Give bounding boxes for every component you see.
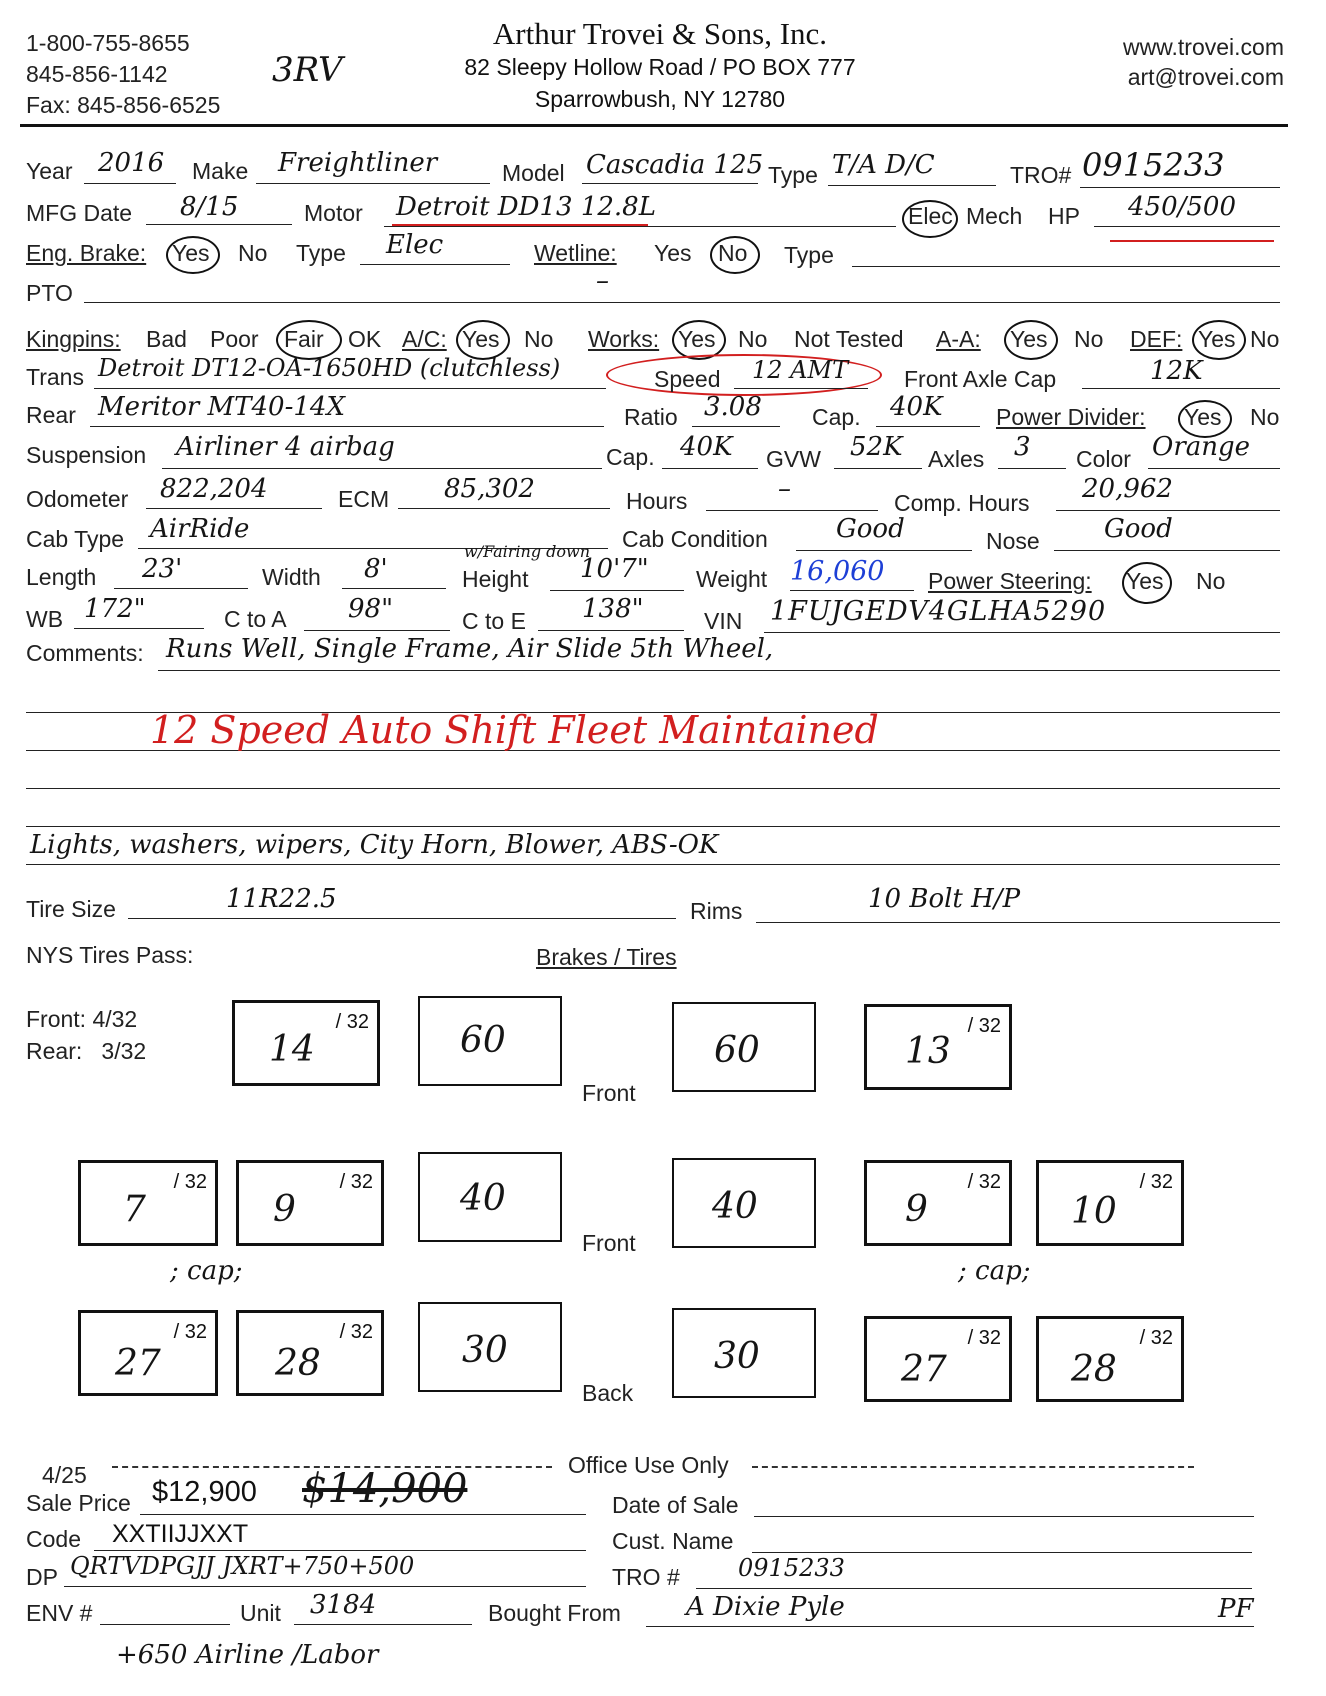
weight-value: 16,060 [790,556,885,587]
back-left-inner-tire-value: 28 [275,1343,321,1384]
cab-type-value: AirRide [150,514,250,544]
power-steering-no: No [1196,568,1226,594]
dp-label: DP [26,1564,58,1590]
back-right-inner-tire-value: 27 [901,1349,947,1390]
brakes-tires-label: Brakes / Tires [536,944,677,970]
mid-axle-label: Front [582,1230,636,1256]
height-note: w/Fairing down [464,542,591,561]
email: art@trovei.com [1127,64,1284,90]
pto-value: – [596,266,609,296]
wetline-no: No [718,240,748,266]
year-value: 2016 [98,148,165,178]
works-not-tested: Not Tested [794,326,904,352]
type-label: Type [768,162,818,188]
height-label: Height [462,566,529,592]
ac-no: No [524,326,554,352]
env-label: ENV # [26,1600,93,1626]
office-dash-right [752,1466,1194,1468]
back-left-inner-tire-unit: / 32 [339,1321,373,1343]
ratio-label: Ratio [624,404,678,430]
mid-right-outer-tire-box [1036,1160,1184,1246]
back-left-brake-box [418,1302,562,1392]
mid-right-brake-box [672,1158,816,1248]
mfg-date-label: MFG Date [26,200,133,226]
front-left-brake-box [418,996,562,1086]
bought-from-label: Bought From [488,1600,621,1626]
hours-label: Hours [626,488,688,514]
gvw-value: 52K [850,432,903,462]
length-value: 23' [142,554,183,584]
back-right-outer-tire-box [1036,1316,1184,1402]
rear-cap-value: 40K [890,392,943,422]
mid-right-inner-tire-box [864,1160,1012,1246]
trans-value: Detroit DT12-OA-1650HD (clutchless) [98,354,561,382]
front-left-brake-value: 60 [460,1020,506,1061]
website: www.trovei.com [1122,34,1284,60]
rear-cap-label: Cap. [812,404,861,430]
length-label: Length [26,564,97,590]
rims-label: Rims [690,898,743,924]
def-no: No [1250,326,1280,352]
company-name: Arthur Trovei & Sons, Inc. [492,16,828,51]
address-line-1: 82 Sleepy Hollow Road / PO BOX 777 [464,54,856,80]
hours-value: – [778,474,791,504]
wetline-label: Wetline: [534,240,617,266]
comp-hours-label: Comp. Hours [894,490,1030,516]
ac-yes: Yes [462,326,500,352]
header-divider [20,124,1288,127]
rear-label: Rear [26,402,76,428]
back-right-brake-box [672,1308,816,1398]
eng-brake-label: Eng. Brake: [26,240,147,266]
wetline-type-label: Type [784,242,834,268]
eng-brake-type-value: Elec [386,230,444,260]
mid-left-inner-tire-value: 9 [273,1189,296,1230]
power-divider-no: No [1250,404,1280,430]
odometer-label: Odometer [26,486,129,512]
mid-right-outer-tire-unit: / 32 [1139,1171,1173,1193]
back-left-outer-tire-box [78,1310,218,1396]
odometer-value: 822,204 [160,474,268,504]
address-line-2: Sparrowbush, NY 12780 [534,86,786,112]
ratio-value: 3.08 [704,392,762,422]
mfg-date-value: 8/15 [180,192,239,222]
pto-label: PTO [26,280,73,306]
sale-price-value: $12,900 [152,1476,257,1508]
power-steering-label: Power Steering: [928,568,1092,594]
elec-label: Elec [908,203,953,229]
back-left-brake-value: 30 [462,1330,508,1371]
sale-date-note: 4/25 [42,1462,87,1488]
hp-red-underline [1110,240,1274,242]
model-value: Cascadia 125 [586,150,764,180]
back-axle-label: Back [582,1380,634,1406]
power-steering-yes: Yes [1126,568,1164,594]
eng-brake-yes: Yes [172,240,210,266]
hp-value: 450/500 [1128,192,1237,222]
mid-left-inner-tire-unit: / 32 [339,1171,373,1193]
handwritten-code: 3RV [272,50,343,90]
nose-value: Good [1104,514,1173,544]
eng-brake-no: No [238,240,268,266]
front-axle-label: Front [582,1080,636,1106]
c-to-a-value: 98" [348,594,394,624]
works-label: Works: [588,326,660,352]
mid-right-outer-tire-value: 10 [1071,1191,1117,1232]
motor-red-underline [392,224,648,226]
rims-value: 10 Bolt H/P [868,884,1021,914]
trans-label: Trans [26,364,84,390]
mid-left-brake-value: 40 [460,1178,506,1219]
code-value: XXTIIJJXXT [112,1520,249,1548]
back-right-outer-tire-unit: / 32 [1139,1327,1173,1349]
kingpins-label: Kingpins: [26,326,121,352]
speed-value: 12 AMT [752,356,849,384]
back-left-outer-tire-value: 27 [115,1343,161,1384]
weight-label: Weight [696,566,768,592]
phone-2: 845-856-1142 [26,61,168,87]
front-left-tire-value: 14 [269,1029,315,1070]
axles-value: 3 [1014,432,1031,462]
kingpins-fair: Fair [284,326,324,352]
comments-label: Comments: [26,640,144,666]
vin-value: 1FUJGEDV4GLHA5290 [770,596,1107,627]
front-right-brake-value: 60 [714,1030,760,1071]
tro-value: 0915233 [1082,146,1225,184]
kingpins-bad: Bad [146,326,187,352]
sale-price-old: $14,900 [302,1466,468,1512]
fax-number: Fax: 845-856-6525 [26,92,221,118]
make-label: Make [192,158,249,184]
front-left-tire-box [232,1000,380,1086]
mid-left-outer-tire-value: 7 [123,1189,146,1230]
works-no: No [738,326,768,352]
aa-label: A-A: [936,326,981,352]
back-right-inner-tire-unit: / 32 [967,1327,1001,1349]
tro2-value: 0915233 [738,1554,845,1582]
back-right-outer-tire-value: 28 [1071,1349,1117,1390]
suspension-label: Suspension [26,442,147,468]
front-spec: Front: 4/32 [26,1006,138,1032]
def-label: DEF: [1130,326,1183,352]
width-label: Width [262,564,321,590]
c-to-a-label: C to A [224,606,287,632]
mid-left-outer-tire-box [78,1160,218,1246]
motor-value: Detroit DD13 12.8L [396,192,656,222]
dp-value: QRTVDPGJJ JXRT+750+500 [70,1552,415,1580]
tire-size-value: 11R22.5 [226,884,337,914]
nose-label: Nose [986,528,1040,554]
suspension-value: Airliner 4 airbag [176,432,395,462]
cap-note-right: ; cap; [958,1256,1031,1286]
front-right-tire-unit: / 32 [967,1015,1001,1037]
speed-label: Speed [654,366,721,392]
eng-brake-type-label: Type [296,240,346,266]
ecm-value: 85,302 [444,474,535,504]
ac-label: A/C: [402,326,447,352]
cap-note-left: ; cap; [170,1256,243,1286]
rear-value: Meritor MT40-14X [98,392,345,422]
comp-hours-value: 20,962 [1082,474,1173,504]
gvw-label: GVW [766,446,821,472]
cust-name-label: Cust. Name [612,1528,734,1554]
axles-label: Axles [928,446,985,472]
susp-cap-label: Cap. [606,444,655,470]
front-right-tire-value: 13 [905,1031,951,1072]
mid-right-inner-tire-value: 9 [905,1189,928,1230]
cab-type-label: Cab Type [26,526,125,552]
rear-spec: Rear: 3/32 [26,1038,147,1064]
back-right-brake-value: 30 [714,1336,760,1377]
model-label: Model [502,160,565,186]
front-right-brake-box [672,1002,816,1092]
back-left-outer-tire-unit: / 32 [173,1321,207,1343]
tire-size-label: Tire Size [26,896,116,922]
bought-from-value: A Dixie Pyle [686,1592,845,1622]
back-left-inner-tire-box [236,1310,384,1396]
color-value: Orange [1152,432,1251,462]
vin-label: VIN [704,608,743,634]
phone-1: 1-800-755-8655 [26,30,190,56]
comment-line-1: Runs Well, Single Frame, Air Slide 5th Wheel, [166,634,774,664]
motor-label: Motor [304,200,363,226]
c-to-e-label: C to E [462,608,526,634]
aa-no: No [1074,326,1104,352]
mid-left-inner-tire-box [236,1160,384,1246]
wetline-yes: Yes [654,240,692,266]
sale-price-label: Sale Price [26,1490,131,1516]
mech-label: Mech [966,203,1023,229]
tro-label: TRO# [1010,162,1072,188]
date-of-sale-label: Date of Sale [612,1492,739,1518]
unit-label: Unit [240,1600,281,1626]
tro2-label: TRO # [612,1564,680,1590]
c-to-e-value: 138" [582,594,644,624]
cab-condition-label: Cab Condition [622,526,768,552]
susp-cap-value: 40K [680,432,733,462]
front-left-tire-unit: / 32 [335,1011,369,1033]
bottom-note: +650 Airline /Labor [116,1640,379,1670]
cab-condition-value: Good [836,514,905,544]
make-value: Freightliner [278,148,438,178]
code-label: Code [26,1526,81,1552]
kingpins-poor: Poor [210,326,259,352]
unit-value: 3184 [310,1590,377,1620]
office-use-only: Office Use Only [568,1452,729,1478]
mid-right-inner-tire-unit: / 32 [967,1171,1001,1193]
back-right-inner-tire-box [864,1316,1012,1402]
year-label: Year [26,158,73,184]
color-label: Color [1076,446,1131,472]
nys-tires-pass-label: NYS Tires Pass: [26,942,194,968]
works-yes: Yes [678,326,716,352]
hp-label: HP [1048,203,1080,229]
def-yes: Yes [1198,326,1236,352]
comment-line-3: Lights, washers, wipers, City Horn, Blower, ABS-OK [30,830,719,860]
width-value: 8' [364,554,388,584]
mid-left-outer-tire-unit: / 32 [173,1171,207,1193]
front-right-tire-box [864,1004,1012,1090]
wb-value: 172" [84,594,146,624]
front-axle-cap-label: Front Axle Cap [904,366,1057,392]
comment-red-line: 12 Speed Auto Shift Fleet Maintained [150,708,879,752]
ecm-label: ECM [338,486,390,512]
power-divider-yes: Yes [1184,404,1222,430]
front-axle-cap-value: 12K [1150,356,1203,386]
power-divider-label: Power Divider: [996,404,1146,430]
wb-label: WB [26,606,64,632]
mid-left-brake-box [418,1152,562,1242]
kingpins-ok: OK [348,326,382,352]
aa-yes: Yes [1010,326,1048,352]
initials: PF [1218,1594,1254,1624]
type-value: T/A D/C [832,150,935,180]
mid-right-brake-value: 40 [712,1186,758,1227]
height-value: 10'7" [580,554,649,584]
